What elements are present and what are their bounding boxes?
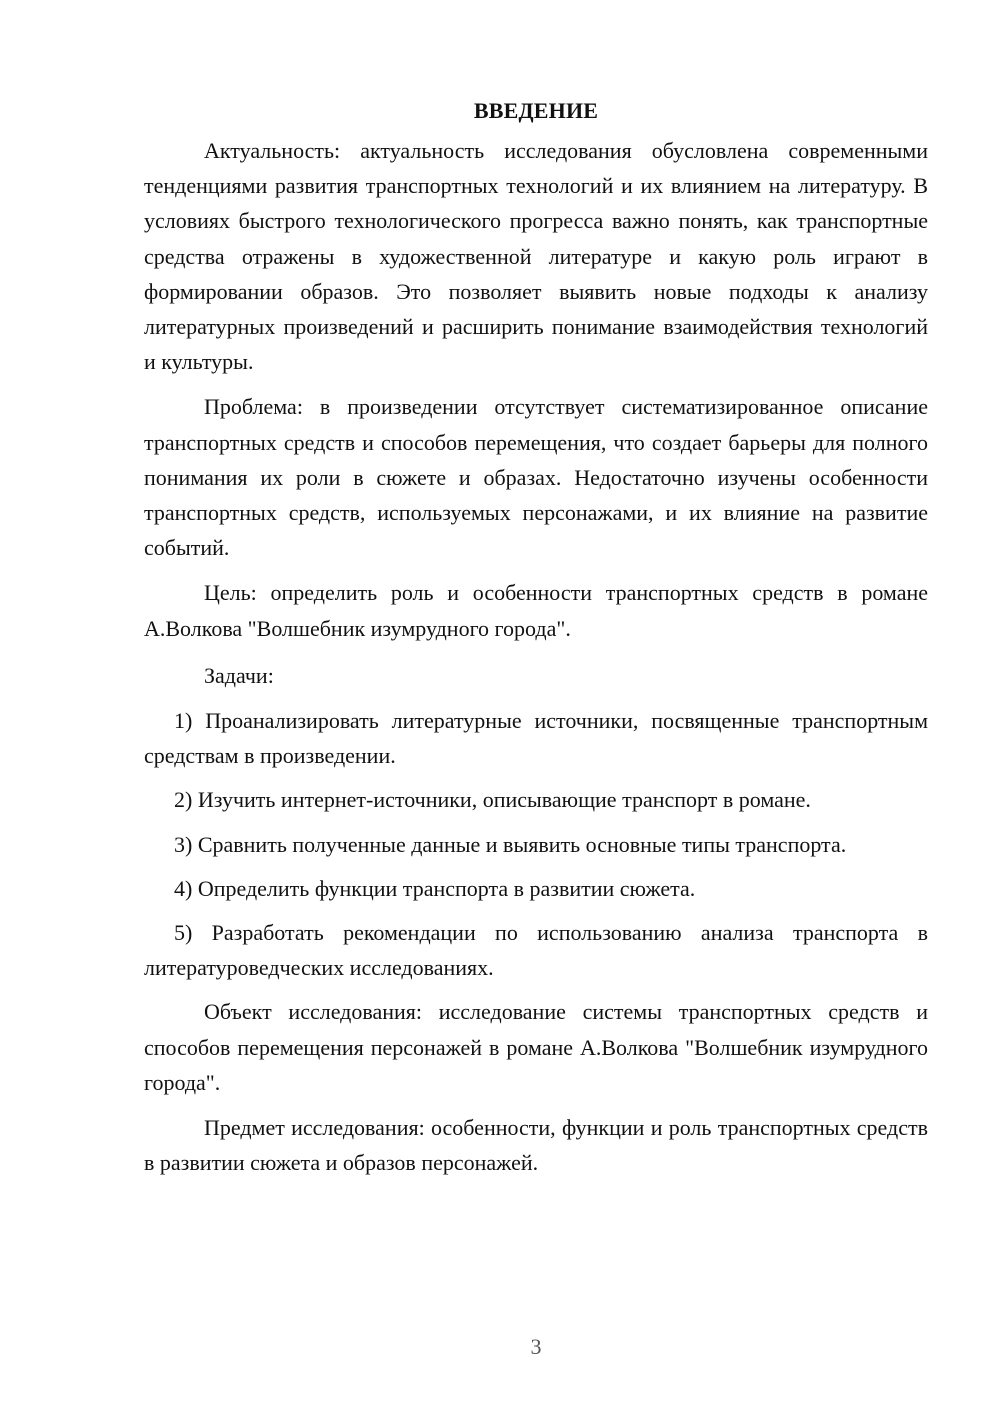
subject-paragraph: Предмет исследования: особенности, функции и роль транспортных средств в развитии сюжета и образов персонажей. bbox=[144, 1115, 928, 1176]
object-paragraph: Объект исследования: исследование системы транспортных средств и способов перемещения персонажей в романе А.Волкова "Волшебник изумрудного города". bbox=[144, 999, 928, 1095]
page-content bbox=[144, 96, 928, 1190]
tasks-heading: Задачи: bbox=[204, 662, 274, 688]
goal-paragraph: Цель: определить роль и особенности транспортных средств в романе А.Волкова "Волшебник изумрудного города". bbox=[144, 580, 928, 641]
problem-paragraph: Проблема: в произведении отсутствует систематизированное описание транспортных средств и способов перемещения, что создает барьеры для полного понимания их роли в сюжете и образах. Недостаточно изучены особенности транспортных средств, используемых персонажами, и их влияние на развитие событий. bbox=[144, 394, 928, 561]
task-item-2: 2) Изучить интернет-источники, описывающие транспорт в романе. bbox=[174, 787, 811, 813]
task-item-1: 1) Проанализировать литературные источники, посвященные транспортным средствам в произведении. bbox=[144, 708, 928, 769]
task-item-4: 4) Определить функции транспорта в развитии сюжета. bbox=[174, 875, 696, 901]
page-number: 3 bbox=[530, 1334, 542, 1359]
relevance-paragraph: Актуальность: актуальность исследования обусловлена современными тенденциями развития транспортных технологий и их влиянием на литературу. В условиях быстрого технологического прогресса важно понять, как транспортные средства отражены в художественной литературе и какую роль играют в формировании образов. Это позволяет выявить новые подходы к анализу литературных произведений и расширить понимание взаимодействия технологий и культуры. bbox=[144, 138, 928, 375]
section-title: ВВЕДЕНИЕ bbox=[473, 98, 599, 123]
task-item-3: 3) Сравнить полученные данные и выявить основные типы транспорта. bbox=[174, 831, 847, 857]
task-item-5: 5) Разработать рекомендации по использованию анализа транспорта в литературоведческих исследованиях. bbox=[144, 920, 928, 981]
